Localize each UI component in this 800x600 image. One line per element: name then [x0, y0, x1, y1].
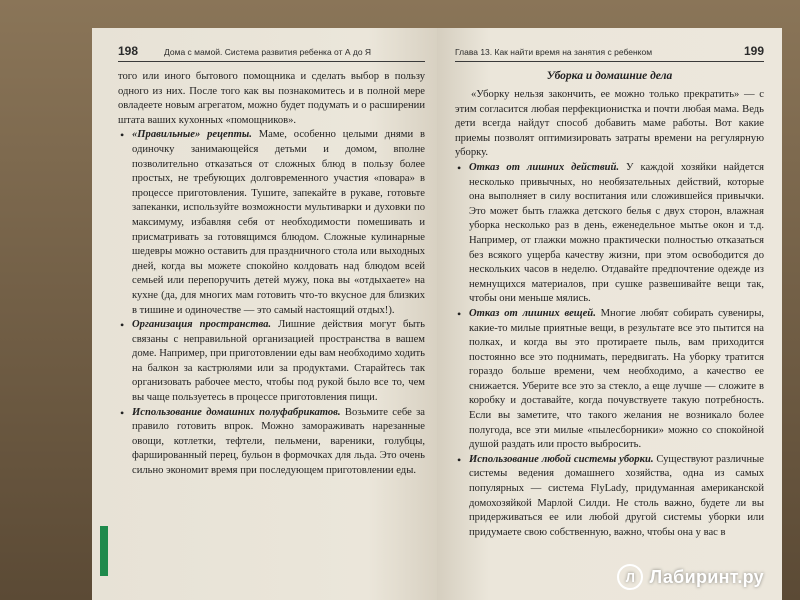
- watermark-text: Лабиринт.ру: [649, 566, 764, 587]
- left-page-number: 198: [118, 44, 139, 58]
- labirint-logo-icon: Л: [617, 564, 643, 590]
- list-item: [455, 453, 764, 541]
- right-page: [437, 28, 782, 600]
- right-page-number: 199: [743, 44, 764, 58]
- list-item: [455, 307, 764, 453]
- left-body: [118, 70, 425, 479]
- list-item: [118, 406, 425, 479]
- right-running-title: Глава 13. Как найти время на занятия с ребенком: [455, 47, 653, 57]
- bullet-text: Лишние действия могут быть связаны с неправильной организацией пространства в вашем доме. Например, при приготовлении еды вам необходимо ходить на балкон за кастрюлями или за продуктами. Старайтесь так организовать рабочее место, чтобы под рукой было все то, чем вы чаще пользуетесь в процессе приготовления пищи.: [132, 319, 425, 404]
- bullet-lead: «Правильные» рецепты.: [132, 129, 252, 141]
- right-body: [455, 88, 764, 540]
- bullet-text: Возьмите себе за правило готовить впрок. Можно замораживать нарезанные овощи, котлетки, тефтели, пельмени, вареники, голубцы, фаршированный перец, бульон в формочках для льда. Это очень сильно экономит время при последующем приготовлении еды.: [132, 406, 425, 477]
- book-spread: [92, 28, 782, 600]
- bullet-text: Существуют различные системы ведения домашнего хозяйства, одна из самых популярных — система FlyLady, придуманная американской домохозяйкой Марлой Силди. Не столь важно, будете ли вы придерживаться ее или любой другой системы уборки или придумаете свою собственную, важно, чтобы она у вас в: [469, 453, 764, 538]
- bullet-lead: Отказ от лишних вещей.: [469, 307, 596, 319]
- list-item: [455, 161, 764, 307]
- bullet-lead: Организация пространства.: [132, 319, 272, 331]
- left-running-title: Дома с мамой. Система развития ребенка от А до Я: [164, 47, 372, 57]
- labirint-watermark: [617, 564, 764, 590]
- list-item: [118, 128, 425, 318]
- section-heading: Уборка и домашние дела: [546, 70, 673, 82]
- bullet-text: У каждой хозяйки найдется несколько привычных, но необязательных действий, которые она выполняет в силу воспитания или сложившейся привычки. Это может быть глажка детского белья с двух сторон, влажная уборка несколько раз в день, еженедельное мытье окон и т.д. Например, от глажки можно практически полностью отказаться без всякого ущерба качеству жизни, при этом освободится до нескольких часов в неделю. Отдавайте предпочтение одежде из немнущихся материалов, при сушке развешивайте вещи так, чтобы они меньше мялись.: [469, 161, 764, 305]
- list-item: [118, 318, 425, 406]
- bullet-lead: Использование любой системы уборки.: [469, 453, 654, 465]
- right-bullet-list: [455, 161, 764, 540]
- bullet-lead: Отказ от лишних действий.: [469, 161, 620, 173]
- left-intro-paragraph: того или иного бытового помощника и сделать выбор в пользу одного из них. После того как вы познакомитесь и в полной мере овладеете новым агрегатом, можно будет подумать и о расширении штата ваших кухонных «помощников».: [118, 71, 425, 126]
- left-bullet-list: [118, 128, 425, 478]
- bullet-text: Многие любят собирать сувениры, какие-то милые приятные вещи, в результате все это пытится на полках, и когда вы это протираете пыль, вам приходится постоянно все это поднимать, передвигать. На уборку тратится гораздо больше времени, чем необходимо, а качество ее снижается. Уберите все это за стекло, а еще лучше — сложите в коробку и доставайте, когда почувствуете такую потребность. Если вы заметите, что такого желания не возникало более полугода, все эти милые «пылесборники» можно со спокойной душой раздать или просто выбросить.: [469, 307, 764, 451]
- right-running-head: [455, 44, 764, 62]
- left-page: [92, 28, 437, 600]
- right-intro-paragraph: «Уборку нельзя закончить, ее можно только прекратить» — с этим согласится любая перфекционистка и почти любая мама. Ведь дети всегда найдут способ добавить маме работы. Вот какие приемы позволят оптимизировать затраты времени на регулярную уборку.: [455, 89, 764, 159]
- green-page-tab: [100, 526, 108, 576]
- bullet-lead: Использование домашних полуфабрикатов.: [132, 406, 341, 418]
- bullet-text: Маме, особенно целыми днями в одиночку занимающейся детьми и домом, вполне позволительно отказаться от сложных блюд в пользу более простых, не требующих долговременного участия «повара» в процессе приготовления. Тушите, запекайте в рукаве, готовьте запеканки, используйте возможности мультиварки и духовки по максимуму, избавляя себя от необходимости помешивать и присматривать за готовящимся блюдом. Сложные кулинарные шедевры можно оставить для праздничного стола или выходных дней, когда вы можете спокойно колдовать над блюдом всей семьей или перепоручить детей мужу, пока вы «отдыхаете» на кухне (да, для многих мам готовить что-то вкусное для близких в тишине и одиночестве — это самый настоящий отдых!).: [132, 129, 425, 316]
- left-running-head: [118, 44, 425, 62]
